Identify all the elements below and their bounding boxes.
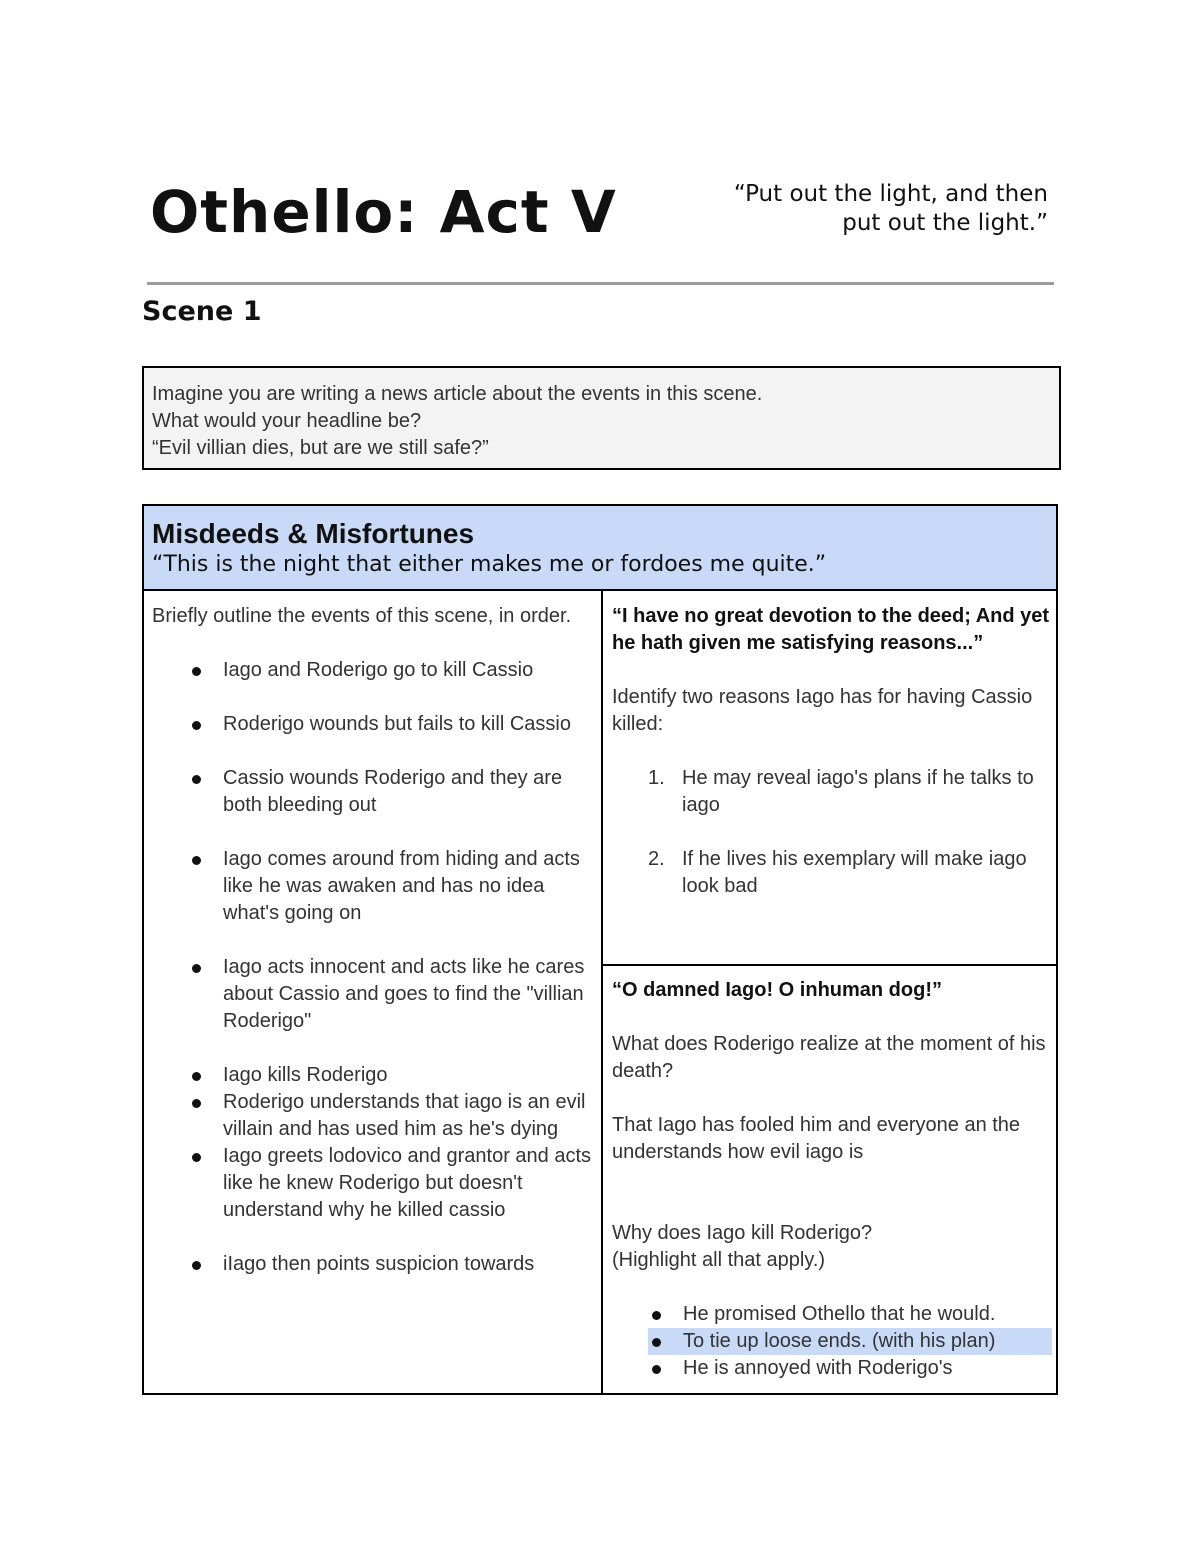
header-quote (628, 180, 1048, 238)
roderigo-question-2: Why does Iago kill Roderigo? (612, 1222, 873, 1244)
header-quote-line-1: “Put out the light, and then (733, 181, 1048, 207)
list-item (152, 1089, 597, 1143)
bullet-icon (192, 1072, 201, 1081)
option-text: He promised Othello that he would. (683, 1303, 996, 1325)
reason-text: He may reveal iago's plans if he talks to iago (682, 767, 1034, 816)
reasons-list (612, 765, 1052, 900)
event-text: Iago and Roderigo go to kill Cassio (223, 659, 534, 681)
list-item (152, 1143, 597, 1224)
prompt-line-1: Imagine you are writing a news article about the events in this scene. (152, 383, 763, 405)
table-header (144, 506, 1056, 591)
list-number: 2. (648, 848, 665, 870)
events-cell[interactable] (152, 603, 597, 1391)
table-header-title: Misdeeds & Misfortunes (152, 518, 475, 549)
bullet-icon (192, 1153, 201, 1162)
list-number: 1. (648, 767, 665, 789)
event-text: Roderigo understands that iago is an evil villain and has used him as he's dying (223, 1091, 586, 1140)
roderigo-quote: “O damned Iago! O inhuman dog!” (612, 979, 942, 1001)
event-text: Iago kills Roderigo (223, 1064, 388, 1086)
table-header-quote: “This is the night that either makes me or fordoes me quite.” (152, 552, 827, 577)
scene-heading: Scene 1 (142, 296, 262, 327)
prompt-line-2: What would your headline be? (152, 410, 422, 432)
event-text: Cassio wounds Roderigo and they are both bleeding out (223, 767, 563, 816)
right-cell-divider (603, 964, 1058, 966)
event-text: Roderigo wounds but fails to kill Cassio (223, 713, 571, 735)
page-title: Othello: Act V (150, 178, 617, 246)
prompt-answer[interactable]: “Evil villian dies, but are we still safe?” (152, 437, 489, 459)
events-instruction: Briefly outline the events of this scene, in order. (152, 605, 572, 627)
reasons-quote: “I have no great devotion to the deed; And yet he hath given me satisfying reasons...” (612, 605, 1050, 654)
list-item (612, 846, 1052, 900)
bullet-icon (192, 775, 201, 784)
bullet-icon (192, 1099, 201, 1108)
title-divider (147, 282, 1054, 285)
event-text: Iago greets lodovico and grantor and acts like he knew Roderigo but doesn't understand why he killed cassio (223, 1145, 592, 1221)
roderigo-question-1: What does Roderigo realize at the moment of his death? (612, 1033, 1046, 1082)
reasons-cell[interactable] (612, 603, 1052, 958)
misdeeds-table (142, 504, 1058, 1395)
reason-text: If he lives his exemplary will make iago look bad (682, 848, 1027, 897)
bullet-icon (652, 1311, 661, 1320)
bullet-icon (652, 1365, 661, 1374)
list-item (152, 1251, 597, 1278)
events-list (152, 657, 597, 1278)
bullet-icon (192, 964, 201, 973)
bullet-icon (192, 1261, 201, 1270)
roderigo-answer-1: That Iago has fooled him and everyone an the understands how evil iago is (612, 1114, 1021, 1163)
bullet-icon (192, 721, 201, 730)
event-text: iIago then points suspicion towards (223, 1253, 535, 1275)
list-item (152, 1062, 597, 1089)
header-quote-line-2: put out the light.” (842, 210, 1048, 236)
roderigo-cell[interactable] (612, 977, 1052, 1391)
list-item[interactable] (612, 1301, 1052, 1328)
reasons-question: Identify two reasons Iago has for having Cassio killed: (612, 686, 1033, 735)
roderigo-question-2-note: (Highlight all that apply.) (612, 1249, 826, 1271)
option-text: He is annoyed with Roderigo's (683, 1357, 953, 1379)
list-item (152, 657, 597, 684)
event-text: Iago comes around from hiding and acts like he was awaken and has no idea what's going on (223, 848, 580, 924)
list-item (152, 846, 597, 927)
bullet-icon (652, 1338, 661, 1347)
list-item-highlighted[interactable] (612, 1328, 1052, 1355)
list-item (152, 765, 597, 819)
event-text: Iago acts innocent and acts like he cares about Cassio and goes to find the "villian Roderigo" (223, 956, 585, 1032)
list-item (612, 765, 1052, 819)
list-item (152, 954, 597, 1035)
headline-prompt-box (142, 366, 1061, 470)
list-item[interactable] (612, 1355, 1052, 1382)
column-divider (601, 591, 603, 1393)
option-text: To tie up loose ends. (with his plan) (683, 1330, 996, 1352)
bullet-icon (192, 856, 201, 865)
bullet-icon (192, 667, 201, 676)
motive-options-list (612, 1301, 1052, 1382)
list-item (152, 711, 597, 738)
